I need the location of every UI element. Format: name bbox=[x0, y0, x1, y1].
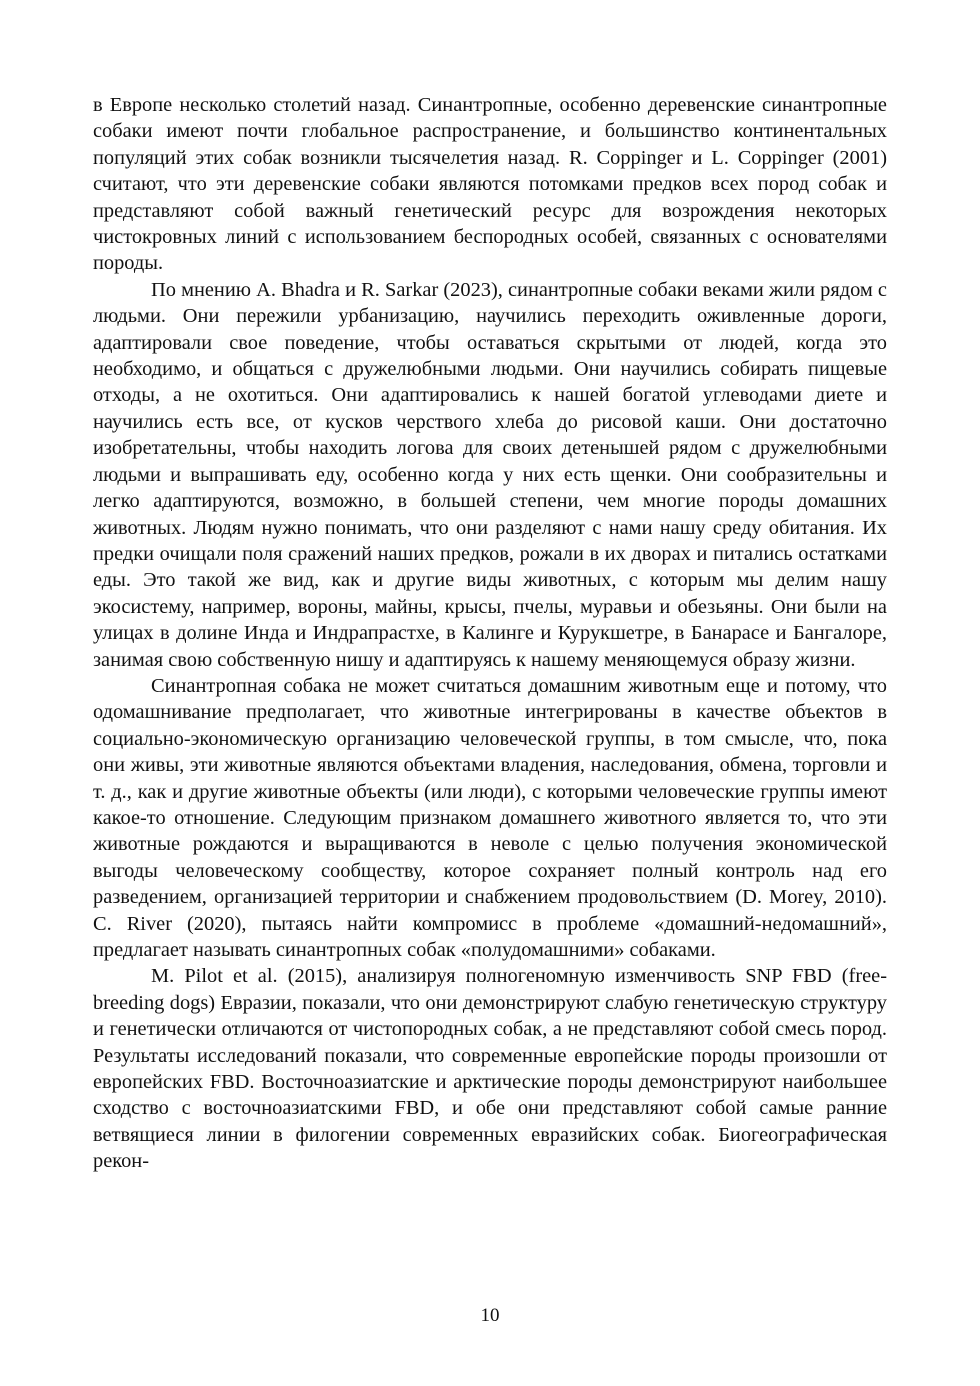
paragraph-4: M. Pilot et al. (2015), анализируя полногеномную изменчивость SNP FBD (free-breeding dogs) Евразии, показали, что они демонстрируют слабую генетическую структуру и генетически отличаются от чистопородных собак, а не представляют собой смесь пород. Результаты исследований показали, что современные европейские породы произошли от европейских FBD. Восточноазиатские и арктические породы демонстрируют наибольшее сходство с восточноазиатскими FBD, и обе они представляют собой самые ранние ветвящиеся линии в филогении современных евразийских собак. Биогеографическая рекон- bbox=[93, 965, 887, 1173]
paragraph-2: По мнению A. Bhadra и R. Sarkar (2023), синантропные собаки веками жили рядом с людьми. Они пережили урбанизацию, научились переходить оживленные дороги, адаптировали свое поведение, чтобы оставаться скрытыми от людей, когда это необходимо, и общаться с дружелюбными людьми. Они научились собирать пищевые отходы, а не охотиться. Они адаптировались к нашей богатой углеводами диете и научились есть все, от кусков черствого хлеба до рисовой каши. Они достаточно изобретательны, чтобы находить логова для своих детенышей рядом с дружелюбными людьми и выпрашивать еду, особенно когда у них есть щенки. Они сообразительны и легко адаптируются, возможно, в большей степени, чем многие породы домашних животных. Людям нужно понимать, что они разделяют с нами нашу среду обитания. Их предки очищали поля сражений наших предков, рожали в их дворах и питались остатками еды. Это такой же вид, как и другие виды животных, с которым мы делим нашу экосистему, например, вороны, майны, крысы, пчелы, муравьи и обезьяны. Они были на улицах в долине Инда и Индрапрастхе, в Калинге и Курукшетре, в Банарасе и Бангалоре, занимая свою собственную нишу и адаптируясь к нашему меняющемуся образу жизни. bbox=[93, 278, 887, 671]
paragraph-3: Синантропная собака не может считаться домашним животным еще и потому, что одомашнивание предполагает, что животные интегрированы в качестве объектов в социально-экономическую организацию человеческой группы, в том смысле, что, пока они живы, эти животные являются объектами владения, наследования, обмена, торговли и т. д., как и другие животные объекты (или люди), с которыми человеческие группы имеют какое-то отношение. Следующим признаком домашнего животного является то, что эти животные рождаются и выращиваются в неволе с целью получения экономической выгоды человеческому сообществу, которое сохраняет полный контроль над его разведением, организацией территории и снабжением продовольствием (D. Morey, 2010). C. River (2020), пытаясь найти компромисс в проблеме «домашний-недомашний», предлагает называть синантропных собак «полудомашними» собаками. bbox=[93, 674, 887, 961]
document-body bbox=[93, 92, 887, 1175]
page-number: 10 bbox=[480, 1305, 500, 1326]
paragraph-1: в Европе несколько столетий назад. Синантропные, особенно деревенские синантропные собаки имеют почти глобальное распространение, и большинство континентальных популяций этих собак возникли тысячелетия назад. R. Coppinger и L. Coppinger (2001) считают, что эти деревенские собаки являются потомками предков всех пород собак и представляют собой важный генетический ресурс для возрождения некоторых чистокровных линий с использованием беспородных особей, связанных с основателями породы. bbox=[93, 94, 887, 275]
